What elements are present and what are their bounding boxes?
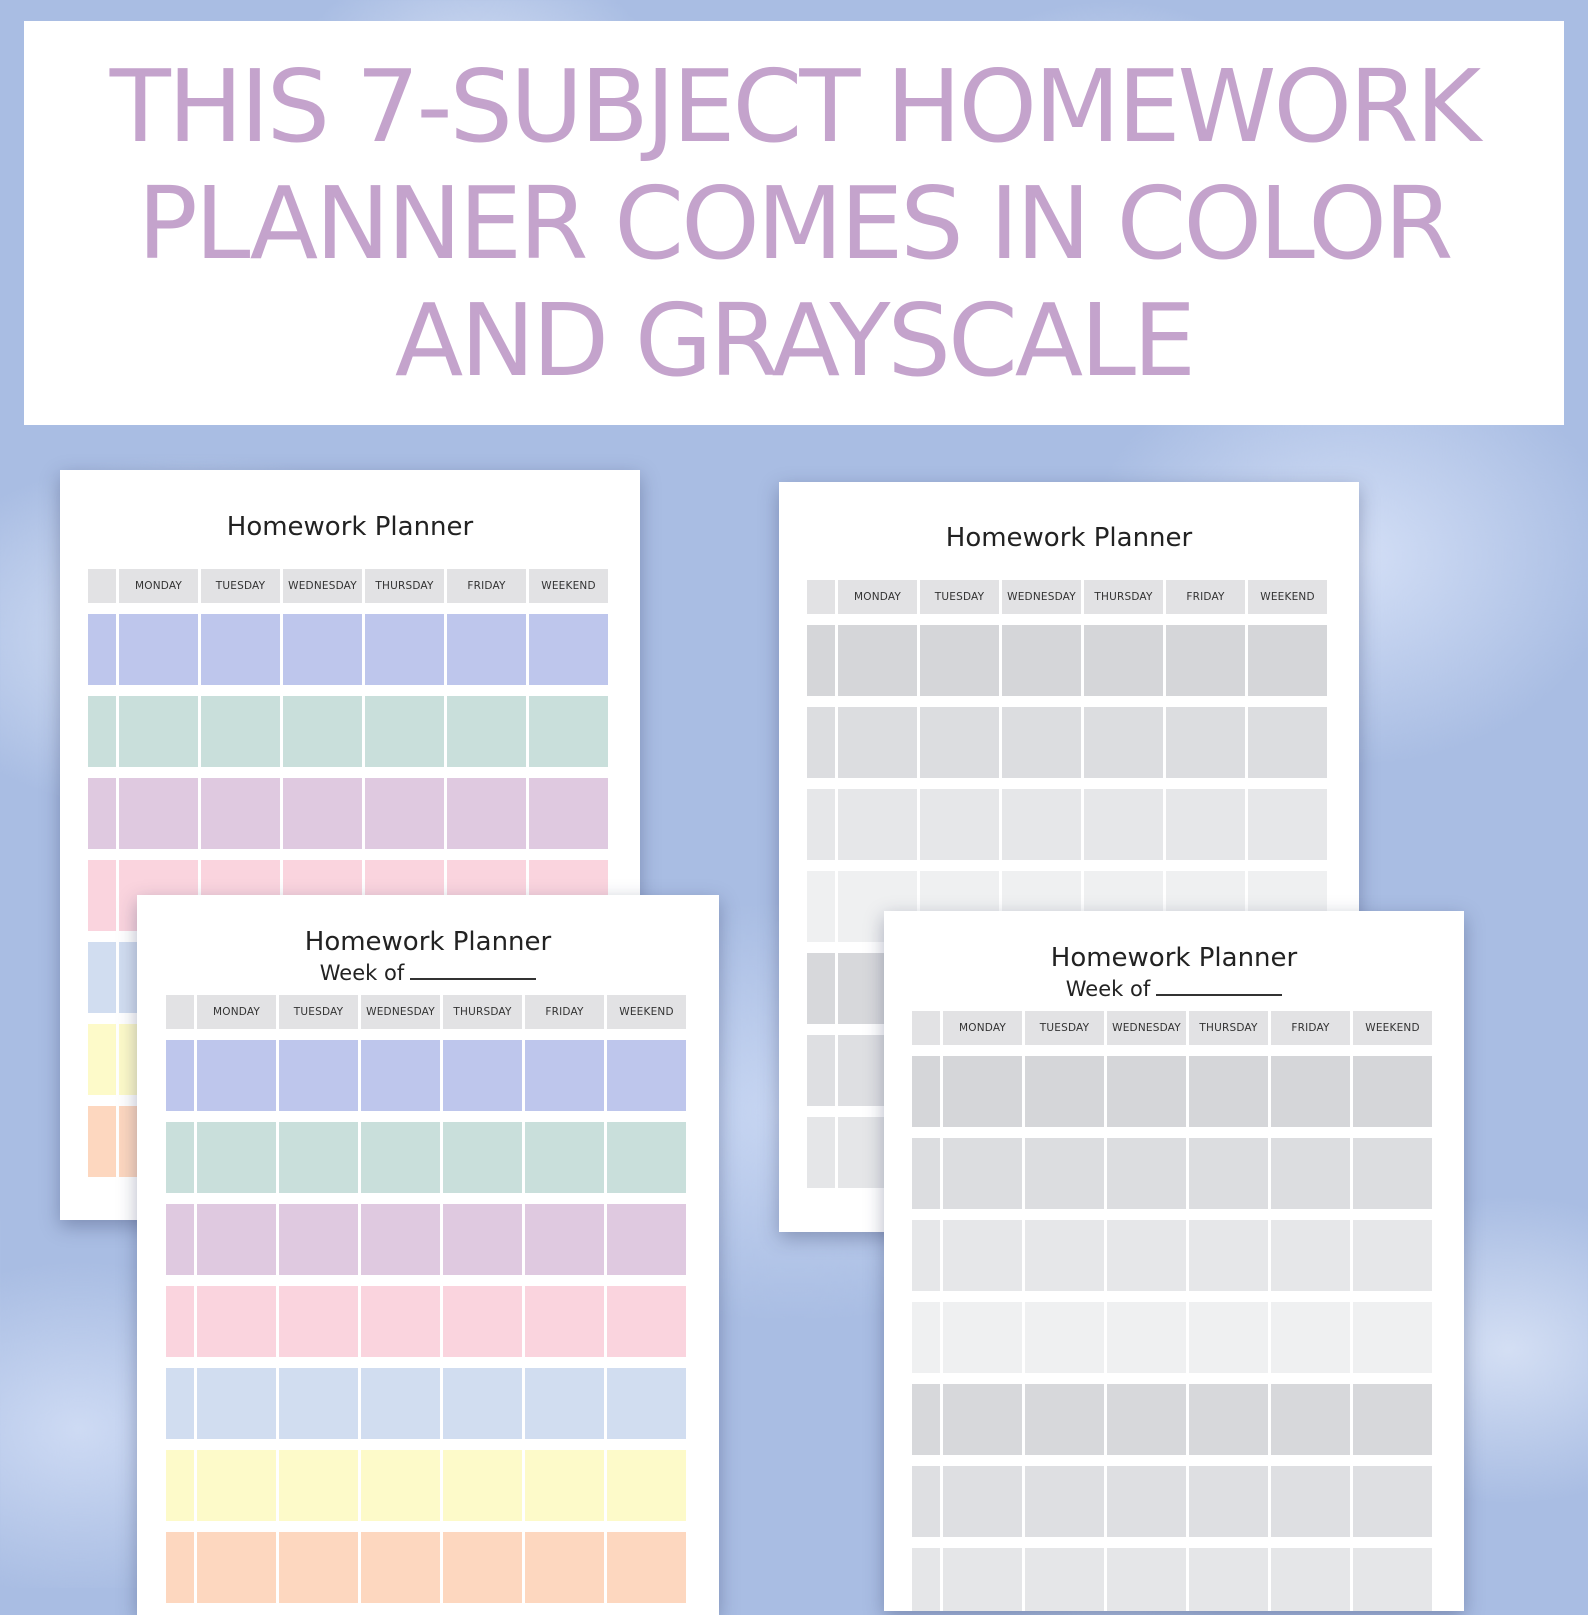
week-of-blank (1156, 978, 1282, 996)
homework-cell[interactable] (529, 696, 608, 767)
homework-cell[interactable] (1002, 625, 1081, 696)
day-header: WEEKEND (607, 995, 686, 1029)
homework-cell[interactable] (279, 1368, 358, 1439)
subject-label-cell[interactable] (88, 1024, 116, 1095)
homework-cell[interactable] (201, 614, 280, 685)
subject-label-cell[interactable] (88, 696, 116, 767)
day-header: THURSDAY (443, 995, 522, 1029)
homework-cell[interactable] (1025, 1138, 1104, 1209)
homework-cell[interactable] (525, 1286, 604, 1357)
homework-cell[interactable] (361, 1040, 440, 1111)
subject-label-cell[interactable] (88, 860, 116, 931)
homework-cell[interactable] (1353, 1220, 1432, 1291)
homework-cell[interactable] (607, 1122, 686, 1193)
subject-row (166, 1286, 686, 1357)
color-weekly-planner-page (137, 895, 719, 1615)
homework-cell[interactable] (443, 1204, 522, 1275)
homework-cell[interactable] (1353, 1138, 1432, 1209)
homework-cell[interactable] (443, 1532, 522, 1603)
homework-cell[interactable] (1025, 1056, 1104, 1127)
subject-row (88, 696, 608, 767)
day-header: TUESDAY (1025, 1011, 1104, 1045)
homework-cell[interactable] (279, 1204, 358, 1275)
header-corner-cell (807, 580, 835, 614)
homework-cell[interactable] (1189, 1138, 1268, 1209)
homework-cell[interactable] (447, 696, 526, 767)
homework-cell[interactable] (283, 778, 362, 849)
subject-label-cell[interactable] (166, 1040, 194, 1111)
homework-cell[interactable] (361, 1368, 440, 1439)
homework-cell[interactable] (1271, 1302, 1350, 1373)
day-header: MONDAY (197, 995, 276, 1029)
homework-cell[interactable] (838, 707, 917, 778)
subject-row (88, 614, 608, 685)
homework-cell[interactable] (447, 614, 526, 685)
day-header: TUESDAY (920, 580, 999, 614)
homework-cell[interactable] (1107, 1384, 1186, 1455)
subject-row (88, 778, 608, 849)
subject-label-cell[interactable] (912, 1548, 940, 1611)
grid-header-row (166, 995, 686, 1029)
day-header: WEDNESDAY (361, 995, 440, 1029)
homework-cell[interactable] (119, 614, 198, 685)
subject-label-cell[interactable] (166, 1368, 194, 1439)
banner-line-1: THIS 7-SUBJECT HOMEWORK (109, 47, 1479, 165)
subject-row (166, 1122, 686, 1193)
homework-cell[interactable] (607, 1368, 686, 1439)
homework-cell[interactable] (1025, 1548, 1104, 1611)
homework-cell[interactable] (943, 1220, 1022, 1291)
homework-cell[interactable] (1189, 1384, 1268, 1455)
week-of-label: Week of (1065, 977, 1151, 1001)
homework-cell[interactable] (197, 1450, 276, 1521)
day-header: THURSDAY (1084, 580, 1163, 614)
subject-row (912, 1384, 1432, 1455)
page-title: Homework Planner (304, 927, 552, 957)
homework-cell[interactable] (943, 1548, 1022, 1611)
homework-cell[interactable] (1084, 789, 1163, 860)
homework-cell[interactable] (1166, 625, 1245, 696)
subject-label-cell[interactable] (912, 1138, 940, 1209)
homework-cell[interactable] (1271, 1220, 1350, 1291)
homework-cell[interactable] (365, 696, 444, 767)
homework-cell[interactable] (838, 625, 917, 696)
homework-cell[interactable] (1025, 1302, 1104, 1373)
week-of-label: Week of (319, 961, 405, 985)
subject-row (912, 1056, 1432, 1127)
homework-cell[interactable] (607, 1532, 686, 1603)
subject-label-cell[interactable] (912, 1302, 940, 1373)
homework-cell[interactable] (1189, 1056, 1268, 1127)
subject-row (166, 1040, 686, 1111)
day-header: MONDAY (119, 569, 198, 603)
homework-cell[interactable] (1189, 1466, 1268, 1537)
homework-cell[interactable] (1025, 1384, 1104, 1455)
homework-cell[interactable] (279, 1040, 358, 1111)
subject-row (166, 1532, 686, 1603)
grid-header-row (88, 569, 608, 603)
homework-cell[interactable] (279, 1122, 358, 1193)
subject-label-cell[interactable] (88, 778, 116, 849)
homework-cell[interactable] (283, 696, 362, 767)
subject-label-cell[interactable] (807, 1117, 835, 1188)
homework-cell[interactable] (525, 1368, 604, 1439)
homework-cell[interactable] (361, 1122, 440, 1193)
subject-label-cell[interactable] (912, 1466, 940, 1537)
day-header: MONDAY (838, 580, 917, 614)
homework-cell[interactable] (197, 1040, 276, 1111)
homework-cell[interactable] (279, 1286, 358, 1357)
day-header: FRIDAY (525, 995, 604, 1029)
homework-cell[interactable] (1271, 1466, 1350, 1537)
day-header: FRIDAY (447, 569, 526, 603)
homework-cell[interactable] (443, 1286, 522, 1357)
homework-cell[interactable] (1002, 789, 1081, 860)
subject-label-cell[interactable] (807, 789, 835, 860)
day-header: WEDNESDAY (1107, 1011, 1186, 1045)
homework-cell[interactable] (529, 778, 608, 849)
homework-cell[interactable] (525, 1204, 604, 1275)
header-corner-cell (166, 995, 194, 1029)
banner (24, 21, 1564, 425)
subject-row (807, 789, 1327, 860)
homework-cell[interactable] (1271, 1384, 1350, 1455)
homework-cell[interactable] (943, 1056, 1022, 1127)
day-header: TUESDAY (201, 569, 280, 603)
homework-cell[interactable] (1107, 1466, 1186, 1537)
homework-cell[interactable] (1107, 1302, 1186, 1373)
homework-cell[interactable] (279, 1532, 358, 1603)
homework-cell[interactable] (443, 1040, 522, 1111)
homework-cell[interactable] (283, 614, 362, 685)
homework-cell[interactable] (1084, 707, 1163, 778)
homework-cell[interactable] (1271, 1138, 1350, 1209)
homework-cell[interactable] (920, 625, 999, 696)
subject-row (166, 1450, 686, 1521)
homework-cell[interactable] (361, 1532, 440, 1603)
homework-cell[interactable] (1107, 1548, 1186, 1611)
homework-cell[interactable] (525, 1532, 604, 1603)
subject-label-cell[interactable] (807, 1035, 835, 1106)
homework-cell[interactable] (119, 778, 198, 849)
homework-cell[interactable] (1353, 1302, 1432, 1373)
subject-label-cell[interactable] (807, 707, 835, 778)
day-header: WEDNESDAY (283, 569, 362, 603)
day-header: FRIDAY (1166, 580, 1245, 614)
week-of-field (137, 961, 719, 985)
page-title: Homework Planner (1050, 943, 1298, 973)
subject-row (912, 1466, 1432, 1537)
subject-row (807, 625, 1327, 696)
homework-cell[interactable] (361, 1204, 440, 1275)
homework-cell[interactable] (1166, 789, 1245, 860)
homework-cell[interactable] (443, 1450, 522, 1521)
day-header: FRIDAY (1271, 1011, 1350, 1045)
homework-cell[interactable] (1353, 1056, 1432, 1127)
subject-label-cell[interactable] (912, 1220, 940, 1291)
subject-label-cell[interactable] (88, 1106, 116, 1177)
day-header: WEEKEND (1353, 1011, 1432, 1045)
homework-cell[interactable] (1107, 1220, 1186, 1291)
day-header: THURSDAY (365, 569, 444, 603)
day-header: MONDAY (943, 1011, 1022, 1045)
homework-cell[interactable] (1248, 789, 1327, 860)
homework-cell[interactable] (1025, 1220, 1104, 1291)
homework-cell[interactable] (943, 1466, 1022, 1537)
page-title: Homework Planner (226, 512, 474, 542)
homework-cell[interactable] (197, 1286, 276, 1357)
page-title: Homework Planner (945, 523, 1193, 553)
subject-label-cell[interactable] (166, 1532, 194, 1603)
homework-cell[interactable] (1271, 1056, 1350, 1127)
homework-cell[interactable] (838, 789, 917, 860)
homework-cell[interactable] (943, 1302, 1022, 1373)
homework-cell[interactable] (1084, 625, 1163, 696)
day-header: WEEKEND (529, 569, 608, 603)
homework-cell[interactable] (443, 1368, 522, 1439)
homework-cell[interactable] (525, 1122, 604, 1193)
day-header: THURSDAY (1189, 1011, 1268, 1045)
homework-cell[interactable] (201, 696, 280, 767)
subject-row (912, 1548, 1432, 1611)
homework-cell[interactable] (1189, 1302, 1268, 1373)
subject-label-cell[interactable] (166, 1204, 194, 1275)
homework-cell[interactable] (529, 614, 608, 685)
homework-cell[interactable] (1248, 625, 1327, 696)
header-corner-cell (88, 569, 116, 603)
grayscale-weekly-planner-page (884, 911, 1464, 1611)
subject-row (912, 1220, 1432, 1291)
homework-cell[interactable] (1248, 707, 1327, 778)
subject-label-cell[interactable] (88, 614, 116, 685)
grid-header-row (912, 1011, 1432, 1045)
banner-line-2: PLANNER COMES IN COLOR (137, 164, 1451, 282)
grid-header-row (807, 580, 1327, 614)
homework-cell[interactable] (1189, 1548, 1268, 1611)
homework-cell[interactable] (1166, 707, 1245, 778)
homework-cell[interactable] (447, 778, 526, 849)
homework-cell[interactable] (1353, 1548, 1432, 1611)
subject-label-cell[interactable] (807, 871, 835, 942)
homework-cell[interactable] (1189, 1220, 1268, 1291)
subject-row (912, 1138, 1432, 1209)
homework-cell[interactable] (943, 1384, 1022, 1455)
subject-row (166, 1204, 686, 1275)
homework-cell[interactable] (943, 1138, 1022, 1209)
homework-cell[interactable] (197, 1368, 276, 1439)
homework-cell[interactable] (1107, 1056, 1186, 1127)
day-header: WEDNESDAY (1002, 580, 1081, 614)
homework-cell[interactable] (920, 707, 999, 778)
homework-cell[interactable] (365, 614, 444, 685)
homework-cell[interactable] (279, 1450, 358, 1521)
homework-cell[interactable] (365, 778, 444, 849)
subject-label-cell[interactable] (166, 1450, 194, 1521)
subject-label-cell[interactable] (912, 1384, 940, 1455)
homework-cell[interactable] (1353, 1466, 1432, 1537)
homework-cell[interactable] (607, 1040, 686, 1111)
homework-cell[interactable] (1353, 1384, 1432, 1455)
homework-cell[interactable] (607, 1204, 686, 1275)
subject-label-cell[interactable] (807, 953, 835, 1024)
day-header: WEEKEND (1248, 580, 1327, 614)
homework-cell[interactable] (197, 1204, 276, 1275)
homework-cell[interactable] (443, 1122, 522, 1193)
subject-label-cell[interactable] (166, 1122, 194, 1193)
homework-cell[interactable] (197, 1532, 276, 1603)
homework-cell[interactable] (361, 1286, 440, 1357)
subject-row (807, 707, 1327, 778)
subject-label-cell[interactable] (88, 942, 116, 1013)
day-header: TUESDAY (279, 995, 358, 1029)
homework-cell[interactable] (1002, 707, 1081, 778)
homework-cell[interactable] (525, 1450, 604, 1521)
week-of-field (884, 977, 1464, 1001)
homework-cell[interactable] (1025, 1466, 1104, 1537)
subject-row (166, 1368, 686, 1439)
subject-label-cell[interactable] (807, 625, 835, 696)
banner-line-3: AND GRAYSCALE (394, 281, 1194, 399)
homework-cell[interactable] (607, 1286, 686, 1357)
subject-row (912, 1302, 1432, 1373)
homework-cell[interactable] (119, 696, 198, 767)
homework-cell[interactable] (197, 1122, 276, 1193)
header-corner-cell (912, 1011, 940, 1045)
homework-cell[interactable] (920, 789, 999, 860)
homework-cell[interactable] (607, 1450, 686, 1521)
homework-cell[interactable] (1271, 1548, 1350, 1611)
homework-cell[interactable] (361, 1450, 440, 1521)
homework-cell[interactable] (201, 778, 280, 849)
subject-label-cell[interactable] (912, 1056, 940, 1127)
week-of-blank (410, 962, 536, 980)
homework-cell[interactable] (1107, 1138, 1186, 1209)
homework-cell[interactable] (525, 1040, 604, 1111)
subject-label-cell[interactable] (166, 1286, 194, 1357)
